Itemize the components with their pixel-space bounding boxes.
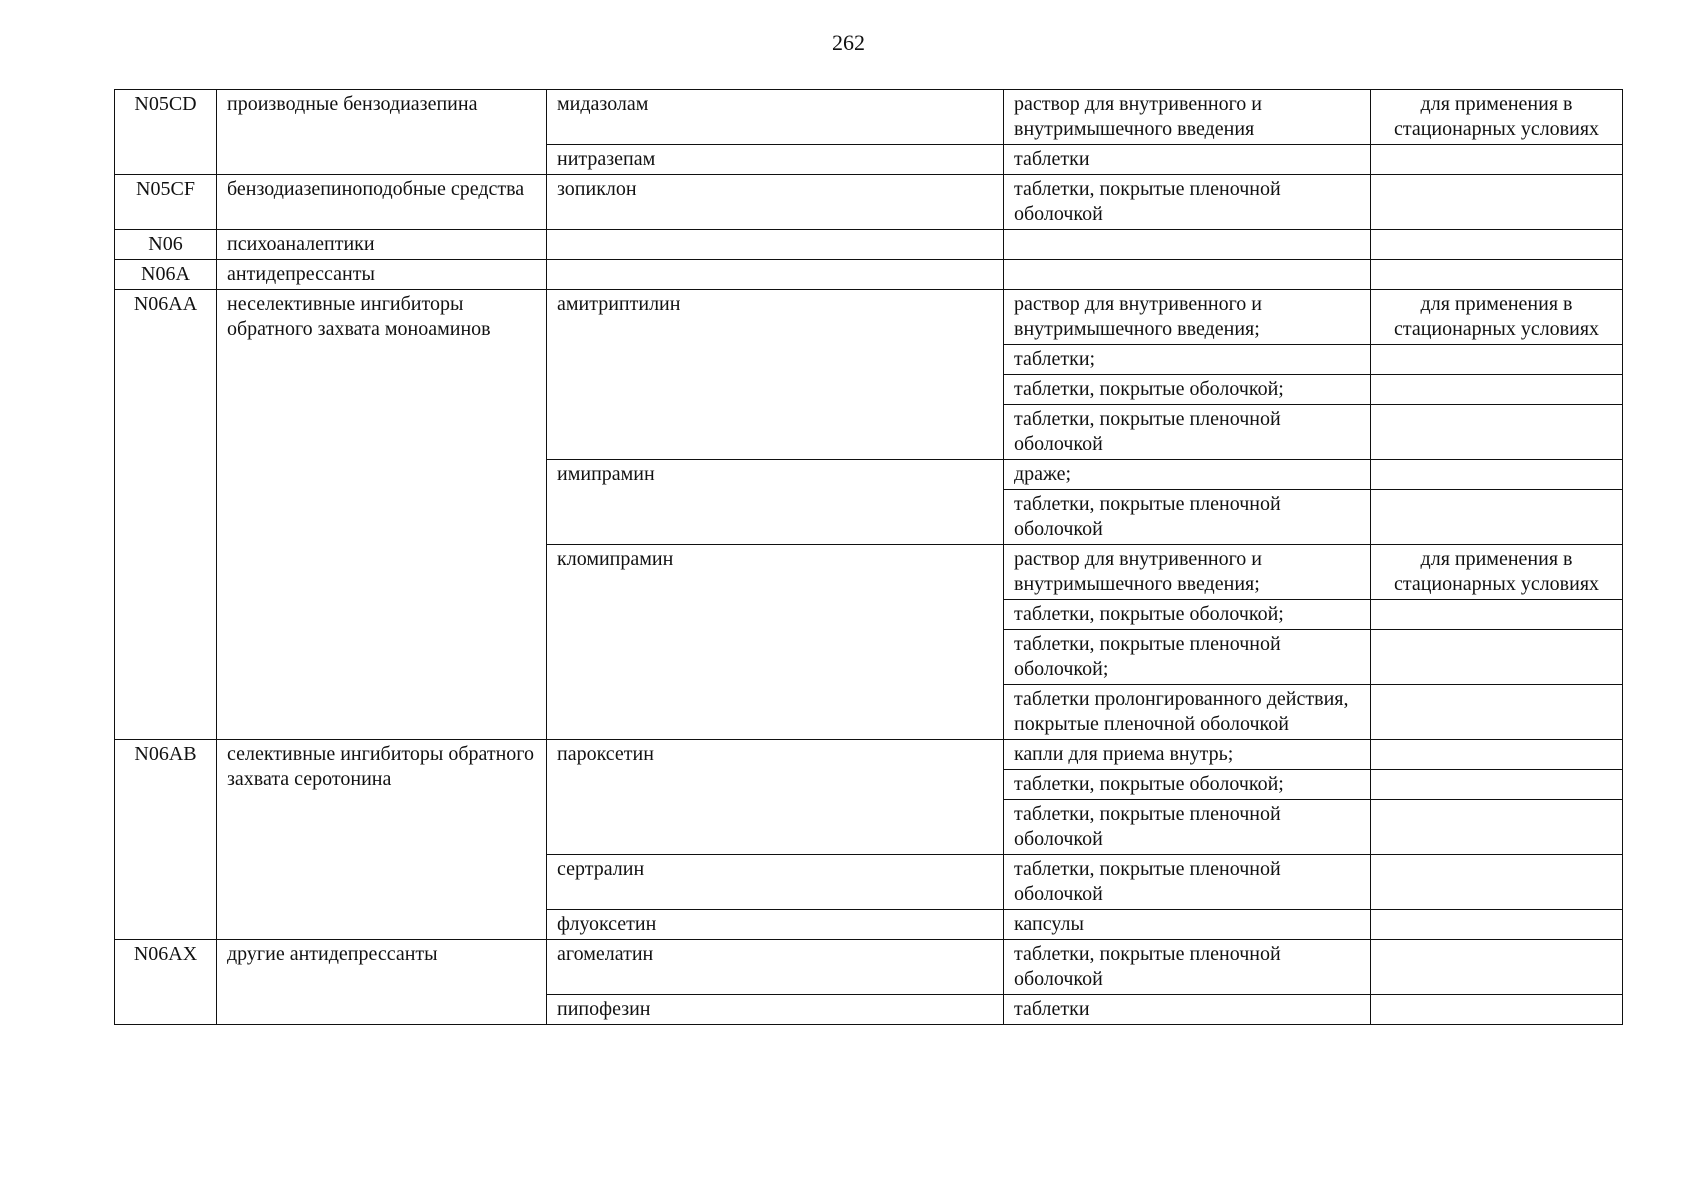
group-name: антидепрессанты bbox=[217, 260, 547, 290]
drug-name: пароксетин bbox=[547, 740, 1004, 855]
dosage-form bbox=[1004, 260, 1371, 290]
dosage-form: таблетки bbox=[1004, 145, 1371, 175]
group-name: неселективные ингибиторы обратного захвата моноаминов bbox=[217, 290, 547, 740]
usage-note: для применения в стационарных условиях bbox=[1371, 290, 1623, 345]
table-row bbox=[115, 90, 1623, 145]
atc-code: N06AB bbox=[115, 740, 217, 940]
table-row bbox=[115, 740, 1623, 770]
drug-name: пипофезин bbox=[547, 995, 1004, 1025]
usage-note bbox=[1371, 800, 1623, 855]
drug-name: нитразепам bbox=[547, 145, 1004, 175]
drug-name: амитриптилин bbox=[547, 290, 1004, 460]
dosage-form: капли для приема внутрь; bbox=[1004, 740, 1371, 770]
dosage-form: таблетки, покрытые пленочной оболочкой bbox=[1004, 800, 1371, 855]
dosage-form: таблетки пролонгированного действия, покрытые пленочной оболочкой bbox=[1004, 685, 1371, 740]
atc-code: N06AA bbox=[115, 290, 217, 740]
usage-note bbox=[1371, 460, 1623, 490]
dosage-form: таблетки; bbox=[1004, 345, 1371, 375]
dosage-form: капсулы bbox=[1004, 910, 1371, 940]
drug-name: сертралин bbox=[547, 855, 1004, 910]
table-row bbox=[115, 290, 1623, 345]
group-name: производные бензодиазепина bbox=[217, 90, 547, 175]
table-row bbox=[115, 260, 1623, 290]
usage-note bbox=[1371, 175, 1623, 230]
drug-name: мидазолам bbox=[547, 90, 1004, 145]
dosage-form bbox=[1004, 230, 1371, 260]
usage-note bbox=[1371, 630, 1623, 685]
group-name: бензодиазепиноподобные средства bbox=[217, 175, 547, 230]
dosage-form: таблетки, покрытые пленочной оболочкой bbox=[1004, 940, 1371, 995]
group-name: психоаналептики bbox=[217, 230, 547, 260]
usage-note: для применения в стационарных условиях bbox=[1371, 545, 1623, 600]
page-number: 262 bbox=[832, 30, 865, 55]
dosage-form: таблетки bbox=[1004, 995, 1371, 1025]
usage-note bbox=[1371, 910, 1623, 940]
drug-name: флуоксетин bbox=[547, 910, 1004, 940]
table-row bbox=[115, 175, 1623, 230]
usage-note bbox=[1371, 345, 1623, 375]
drug-table-body bbox=[115, 90, 1623, 1025]
usage-note bbox=[1371, 145, 1623, 175]
group-name: другие антидепрессанты bbox=[217, 940, 547, 1025]
dosage-form: таблетки, покрытые пленочной оболочкой bbox=[1004, 490, 1371, 545]
table-row bbox=[115, 940, 1623, 995]
usage-note bbox=[1371, 600, 1623, 630]
usage-note bbox=[1371, 375, 1623, 405]
usage-note bbox=[1371, 685, 1623, 740]
drug-name: зопиклон bbox=[547, 175, 1004, 230]
dosage-form: раствор для внутривенного и внутримышечного введения bbox=[1004, 90, 1371, 145]
usage-note bbox=[1371, 740, 1623, 770]
table-row bbox=[115, 230, 1623, 260]
usage-note bbox=[1371, 230, 1623, 260]
dosage-form: таблетки, покрытые пленочной оболочкой bbox=[1004, 175, 1371, 230]
drug-name: агомелатин bbox=[547, 940, 1004, 995]
drug-name: имипрамин bbox=[547, 460, 1004, 545]
atc-code: N06A bbox=[115, 260, 217, 290]
usage-note bbox=[1371, 405, 1623, 460]
usage-note bbox=[1371, 995, 1623, 1025]
drug-name bbox=[547, 230, 1004, 260]
usage-note bbox=[1371, 260, 1623, 290]
dosage-form: таблетки, покрытые пленочной оболочкой bbox=[1004, 855, 1371, 910]
dosage-form: драже; bbox=[1004, 460, 1371, 490]
usage-note bbox=[1371, 770, 1623, 800]
atc-code: N05CF bbox=[115, 175, 217, 230]
drug-name bbox=[547, 260, 1004, 290]
usage-note bbox=[1371, 940, 1623, 995]
usage-note bbox=[1371, 490, 1623, 545]
dosage-form: таблетки, покрытые оболочкой; bbox=[1004, 375, 1371, 405]
drug-name: кломипрамин bbox=[547, 545, 1004, 740]
usage-note: для применения в стационарных условиях bbox=[1371, 90, 1623, 145]
group-name: селективные ингибиторы обратного захвата серотонина bbox=[217, 740, 547, 940]
atc-code: N05CD bbox=[115, 90, 217, 175]
usage-note bbox=[1371, 855, 1623, 910]
drug-table bbox=[114, 89, 1623, 1025]
dosage-form: раствор для внутривенного и внутримышечного введения; bbox=[1004, 290, 1371, 345]
atc-code: N06 bbox=[115, 230, 217, 260]
dosage-form: раствор для внутривенного и внутримышечного введения; bbox=[1004, 545, 1371, 600]
dosage-form: таблетки, покрытые пленочной оболочкой; bbox=[1004, 630, 1371, 685]
atc-code: N06AX bbox=[115, 940, 217, 1025]
dosage-form: таблетки, покрытые пленочной оболочкой bbox=[1004, 405, 1371, 460]
dosage-form: таблетки, покрытые оболочкой; bbox=[1004, 600, 1371, 630]
dosage-form: таблетки, покрытые оболочкой; bbox=[1004, 770, 1371, 800]
